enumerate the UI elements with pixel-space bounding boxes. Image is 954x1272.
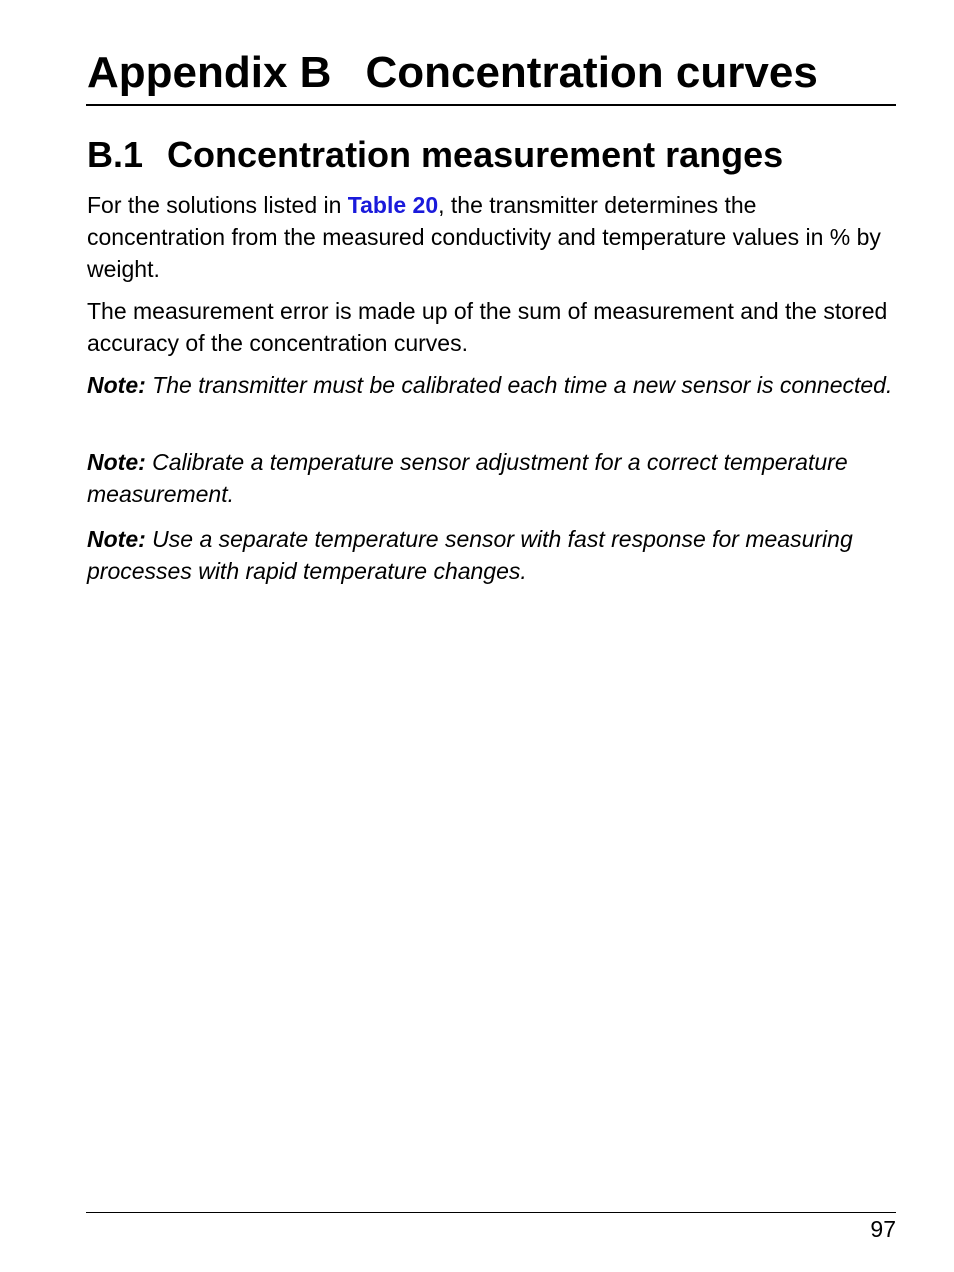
intro-paragraph xyxy=(87,189,899,285)
note-text: Use a separate temperature sensor with fast response for measuring processes with rapid temperature changes. xyxy=(87,526,853,584)
note-calibration xyxy=(87,369,899,401)
title-rule xyxy=(86,104,896,106)
page-number: 97 xyxy=(870,1216,896,1242)
section-number: B.1 xyxy=(87,134,144,175)
appendix-title: Concentration curves xyxy=(365,48,818,97)
footer-rule xyxy=(86,1212,896,1213)
note-temperature-adjustment xyxy=(87,446,899,510)
note-text: Calibrate a temperature sensor adjustment for a correct temperature measurement. xyxy=(87,449,848,507)
table-20-link[interactable]: Table 20 xyxy=(347,192,439,218)
page-title xyxy=(87,45,818,101)
error-paragraph: The measurement error is made up of the sum of measurement and the stored accuracy of the concentration curves. xyxy=(87,298,888,356)
note-label: Note: xyxy=(87,526,146,552)
note-label: Note: xyxy=(87,372,146,398)
intro-text-start: For the solutions listed in xyxy=(87,192,348,218)
note-label: Note: xyxy=(87,449,146,475)
section-heading xyxy=(87,132,783,178)
note-text: The transmitter must be calibrated each time a new sensor is connected. xyxy=(145,372,893,398)
intro-text-end: , the transmitter determines the concentration from the measured conductivity and temperature values in % by weight. xyxy=(87,192,881,282)
section-title: Concentration measurement ranges xyxy=(167,134,784,175)
appendix-label: Appendix B xyxy=(87,48,332,97)
note-separate-sensor xyxy=(87,523,899,587)
